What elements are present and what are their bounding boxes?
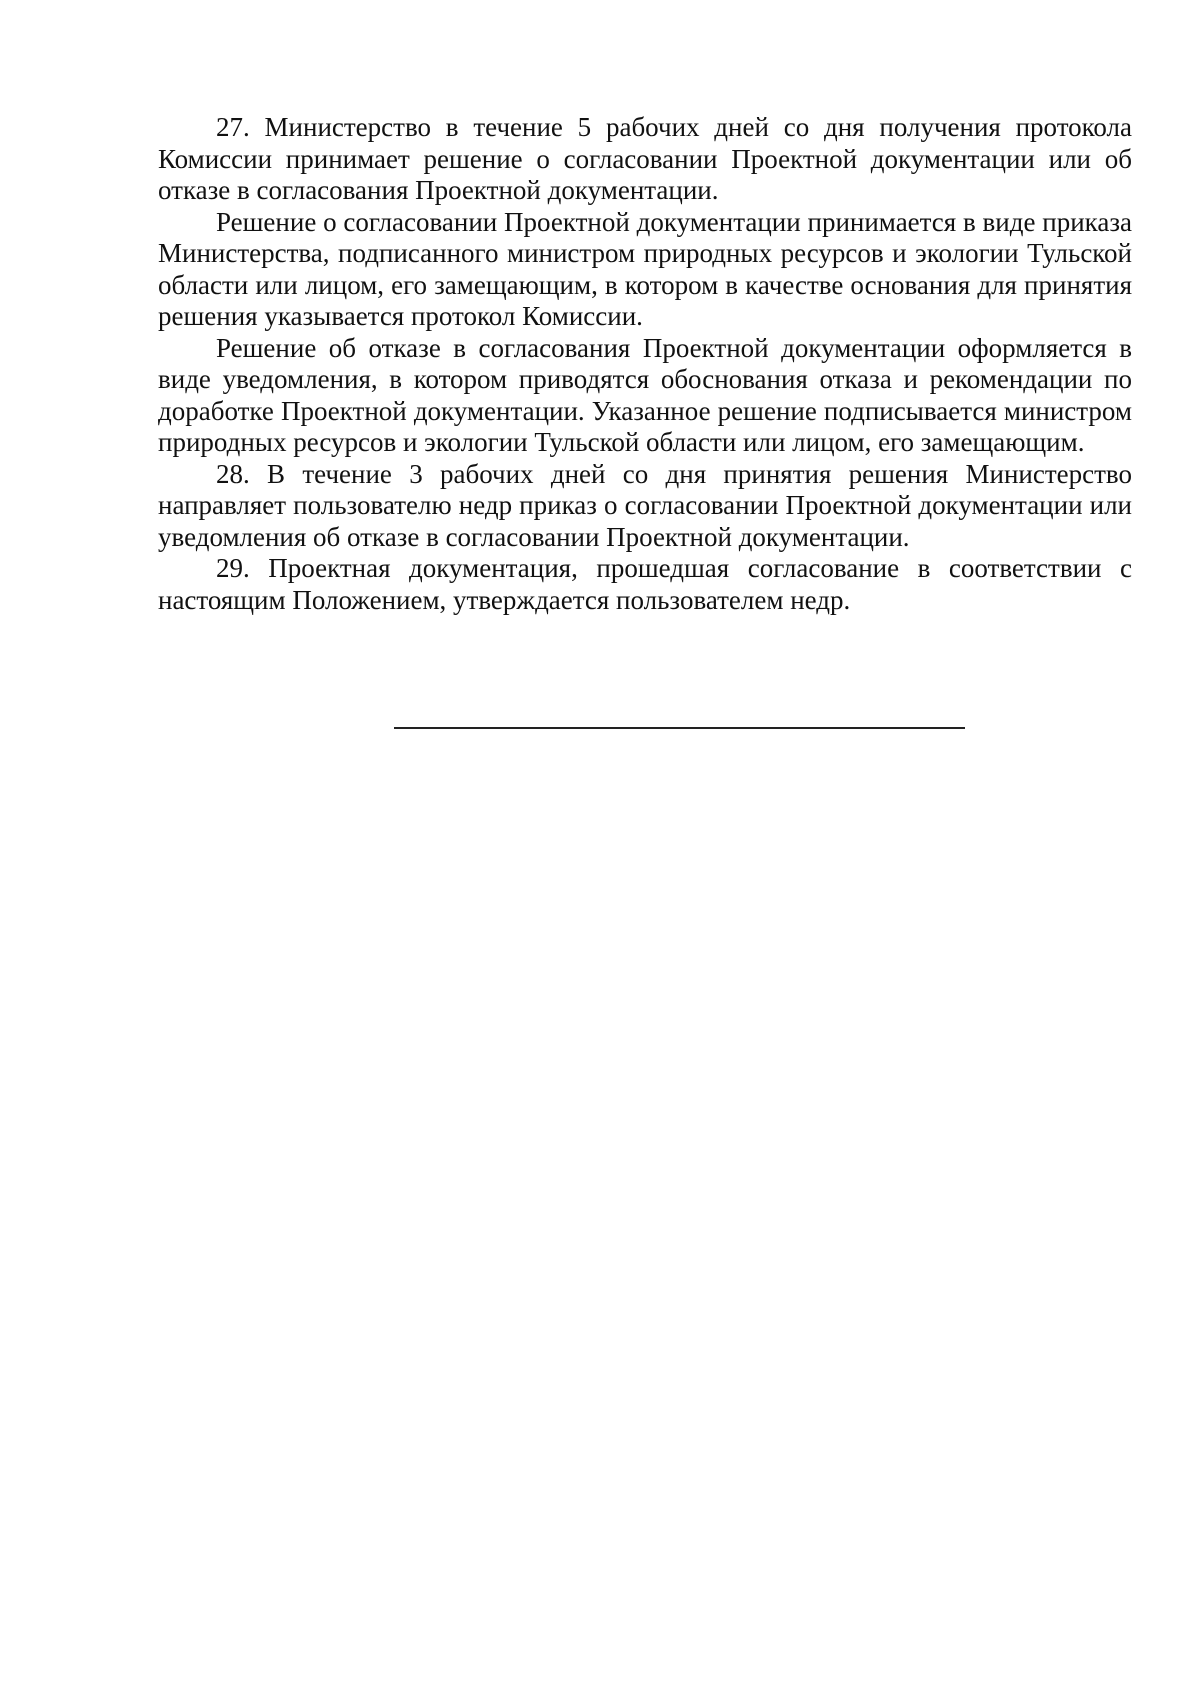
paragraph-28: 28. В течение 3 рабочих дней со дня принятия решения Министерство направляет пользователю недр приказ о согласовании Проектной документации или уведомления об отказе в согласовании Проектной документации. [158, 458, 1132, 552]
paragraph-29: 29. Проектная документация, прошедшая согласование в соответствии с настоящим Положением, утверждается пользователем недр. [158, 553, 1132, 615]
paragraph-27: 27. Министерство в течение 5 рабочих дней со дня получения протокола Комиссии принимает решение о согласовании Проектной документации или об отказе в согласования Проектной документации. [158, 112, 1132, 205]
paragraph-refusal-decision: Решение об отказе в согласования Проектной документации оформляется в виде уведомления, в котором приводятся обоснования отказа и рекомендации по доработке Проектной документации. Указанное решение подписывается министром природных ресурсов и экологии Тульской области или лицом, его замещающим. [158, 332, 1132, 457]
paragraph-approval-decision: Решение о согласовании Проектной документации принимается в виде приказа Министерства, подписанного министром природных ресурсов и экологии Тульской области или лицом, его замещающим, в котором в качестве основания для принятия решения указывается протокол Комиссии. [158, 206, 1132, 331]
document-body [158, 112, 1132, 616]
end-of-document-rule [394, 727, 965, 729]
